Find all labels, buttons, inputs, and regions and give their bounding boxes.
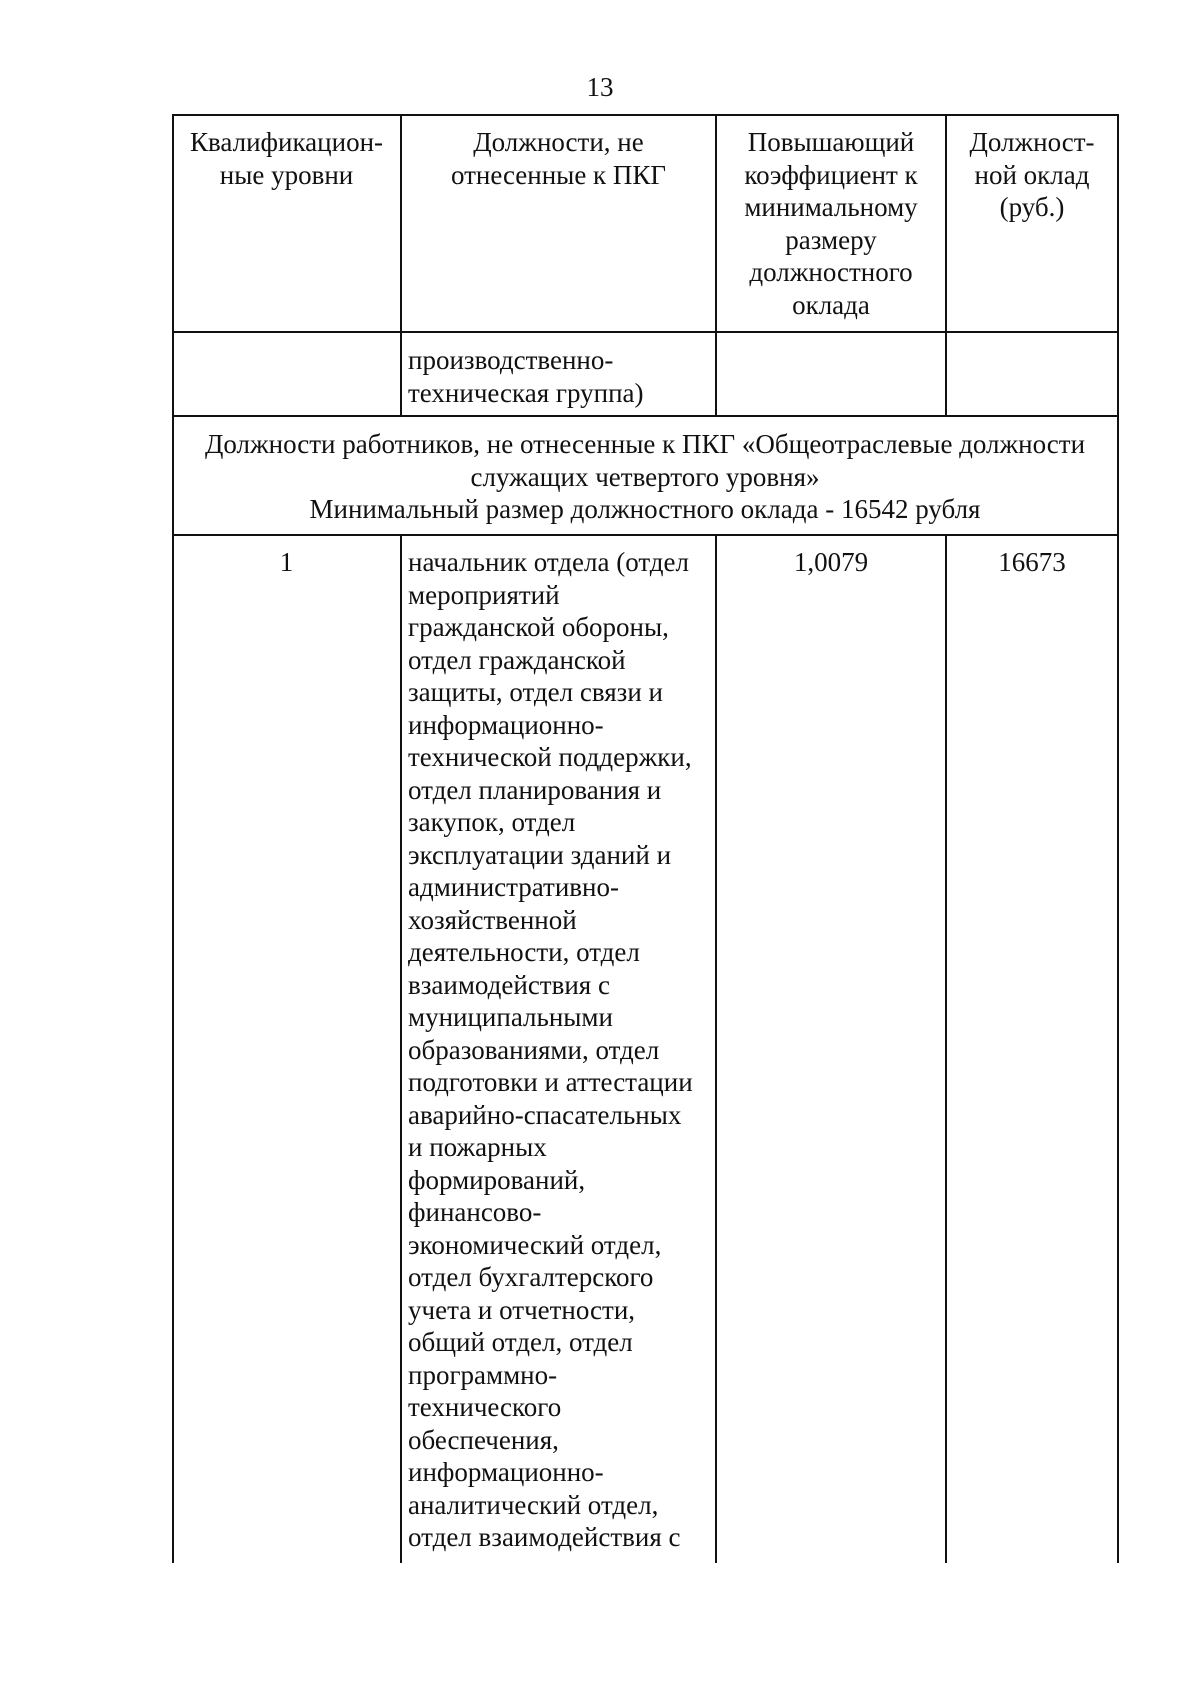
position-line: формирований, <box>408 1164 586 1195</box>
position-line: деятельности, отдел <box>408 937 640 967</box>
continuation-position-cell: производственно- техническая группа) <box>408 345 644 408</box>
position-line: аналитический отдел, <box>408 1489 659 1520</box>
position-line: и пожарных <box>408 1132 547 1162</box>
position-line: гражданской обороны, <box>408 612 669 642</box>
position-line: взаимодействия с <box>408 969 610 1000</box>
position-line: подготовки и аттестации <box>408 1067 693 1097</box>
row-coefficient: 1,0079 <box>793 547 869 577</box>
position-line: программно- <box>408 1359 558 1390</box>
page-number: 13 <box>586 72 614 102</box>
section-header <box>172 428 1118 526</box>
position-line: финансово- <box>408 1197 542 1227</box>
position-line: хозяйственной <box>408 904 577 935</box>
position-line: технической поддержки, <box>408 742 692 772</box>
position-line: технического <box>408 1392 562 1422</box>
salary-table <box>172 114 1118 1563</box>
position-line: отдел бухгалтерского <box>408 1262 654 1292</box>
col-divider-2-bottom <box>715 534 717 1563</box>
header-positions: Должности, не отнесенные к ПКГ <box>450 127 667 190</box>
col-divider-1-bottom <box>400 534 402 1563</box>
position-line: обеспечения, <box>408 1424 559 1455</box>
position-line: общий отдел, отдел <box>408 1327 633 1357</box>
continuation-row-bottom-border <box>172 415 1118 417</box>
position-line: муниципальными <box>408 1002 613 1032</box>
table-top-border <box>172 114 1118 116</box>
position-line: экономический отдел, <box>408 1229 662 1260</box>
position-line: отдел планирования и <box>408 774 662 805</box>
position-line: информационно- <box>408 709 604 740</box>
position-line: информационно- <box>408 1457 604 1487</box>
row-qualification-level: 1 <box>279 547 294 577</box>
position-line: административно- <box>408 872 619 902</box>
header-coefficient: Повышающий коэффициент к минимальному размеру должностного оклада <box>744 127 918 320</box>
position-line: эксплуатации зданий и <box>408 839 672 870</box>
position-line: мероприятий <box>408 579 560 610</box>
position-line: отдел взаимодействия с <box>408 1522 681 1552</box>
section-header-title: Должности работников, не отнесенные к ПКГ «Общеотраслевые должности <box>204 429 1086 459</box>
section-header-bottom-border <box>172 534 1118 536</box>
position-line: отдел гражданской <box>408 644 626 675</box>
position-line: начальник отдела (отдел <box>408 547 689 577</box>
header-salary: Должност- ной оклад (руб.) <box>969 127 1095 222</box>
row-salary: 16673 <box>998 547 1066 577</box>
col-divider-3-bottom <box>945 534 947 1563</box>
position-line: учета и отчетности, <box>408 1294 636 1325</box>
position-line: образованиями, отдел <box>408 1034 660 1065</box>
table-left-border <box>172 114 174 1563</box>
position-line: защиты, отдел связи и <box>408 677 663 707</box>
position-line: закупок, отдел <box>408 807 576 837</box>
row-position-list <box>408 546 713 1554</box>
section-header-title-cont: служащих четвертого уровня» <box>470 461 820 492</box>
table-right-border <box>1117 114 1119 1563</box>
header-qualification-levels: Квалификацион- ные уровни <box>189 127 384 190</box>
section-header-min-salary: Минимальный размер должностного оклада - 16542 рубля <box>309 494 981 524</box>
header-bottom-border <box>172 331 1118 333</box>
position-line: аварийно-спасательных <box>408 1099 682 1130</box>
